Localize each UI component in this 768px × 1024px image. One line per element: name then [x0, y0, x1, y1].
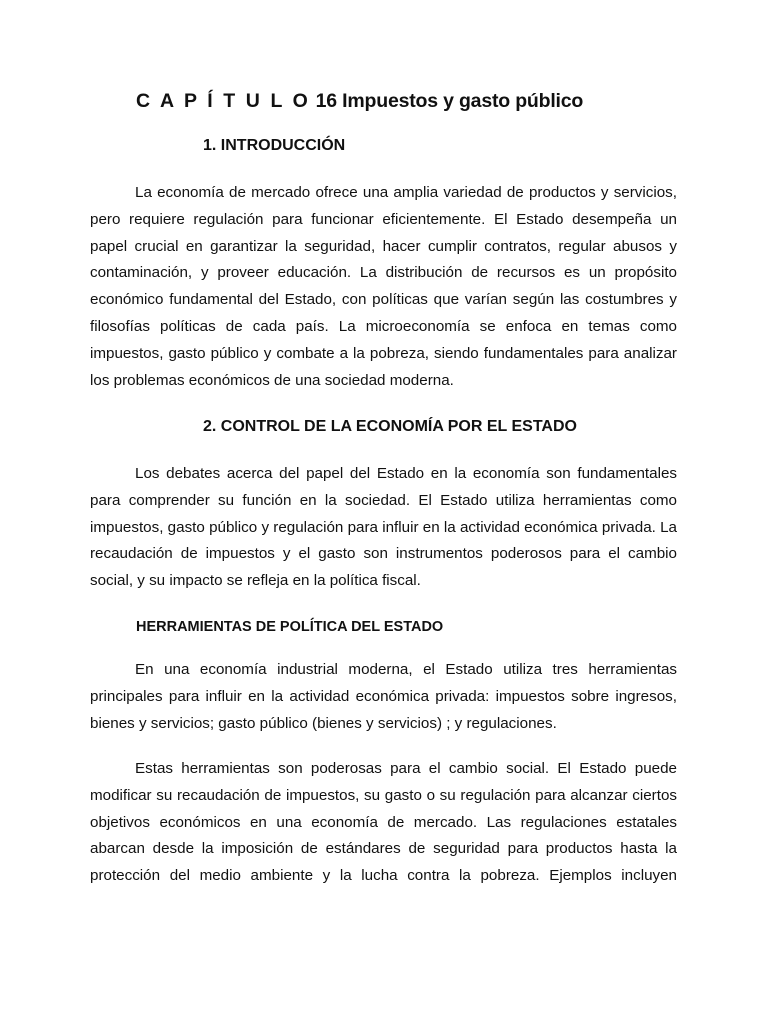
chapter-title: [136, 90, 583, 113]
paragraph-herramientas-2: Estas herramientas son poderosas para el cambio social. El Estado puede modificar su recaudación de impuestos, su gasto o su regulación para alcanzar ciertos objetivos económicos en una economía de mercado. Las regulaciones estatales abarcan desde la imposición de estándares de seguridad para productos hasta la protección del medio ambiente y la lucha contra la pobreza. Ejemplos incluyen: [90, 760, 677, 885]
chapter-label: C A P Í T U L O: [136, 90, 311, 112]
paragraph-herramientas-1: En una economía industrial moderna, el Estado utiliza tres herramientas principales para influir en la actividad económica privada: impuestos sobre ingresos, bienes y servicios; gasto público (bienes y servicios) ; y regulaciones.: [90, 661, 677, 732]
section-heading-control-economia: 2. CONTROL DE LA ECONOMÍA POR EL ESTADO: [203, 418, 577, 435]
paragraph-control-economia: Los debates acerca del papel del Estado en la economía son fundamentales para comprender su función en la sociedad. El Estado utiliza herramientas como impuestos, gasto público y regulación para influir en la actividad económica privada. La recaudación de impuestos y el gasto son instrumentos poderosos para el cambio social, y su impacto se refleja en la política fiscal.: [90, 465, 677, 590]
paragraph-introduccion: La economía de mercado ofrece una amplia variedad de productos y servicios, pero requiere regulación para funcionar eficientemente. El Estado desempeña un papel crucial en garantizar la seguridad, hacer cumplir contratos, regular abusos y contaminación, y proveer educación. La distribución de recursos es un propósito económico fundamental del Estado, con políticas que varían según las costumbres y filosofías políticas de cada país. La microeconomía se enfoca en temas como impuestos, gasto público y combate a la pobreza, siendo fundamentales para analizar los problemas económicos de una sociedad moderna.: [90, 184, 677, 389]
subsection-heading-herramientas: HERRAMIENTAS DE POLÍTICA DEL ESTADO: [136, 619, 444, 635]
chapter-name: Impuestos y gasto público: [342, 90, 584, 112]
chapter-number: 16: [315, 90, 337, 112]
section-heading-introduccion: 1. INTRODUCCIÓN: [203, 137, 346, 154]
